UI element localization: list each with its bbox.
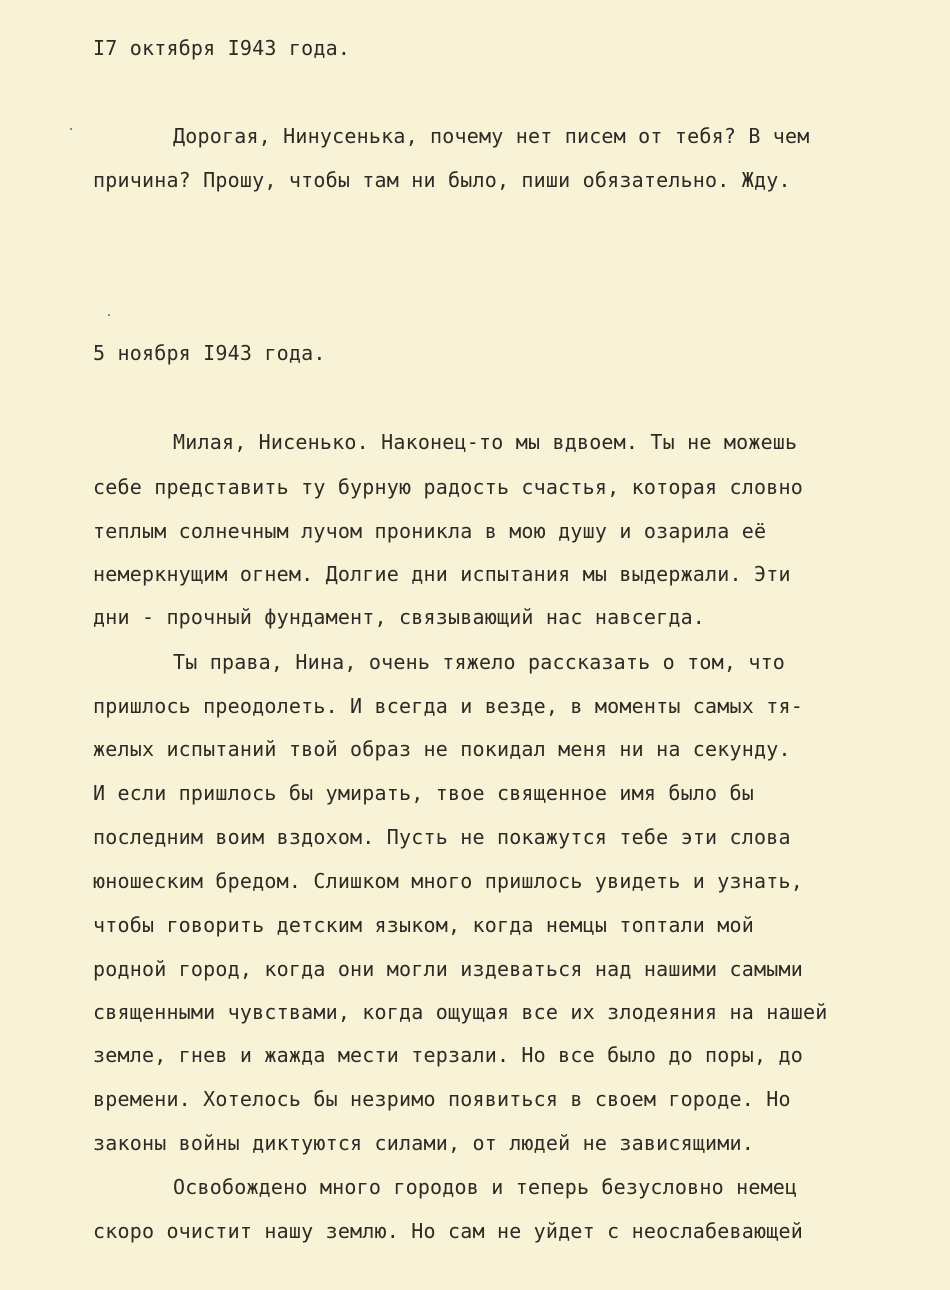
paragraph-line: Ты права, Нина, очень тяжело рассказать о том, что <box>173 650 786 674</box>
paragraph-line: причина? Прошу, чтобы там ни было, пиши обязательно. Жду. <box>93 168 791 192</box>
paper-speck <box>70 128 72 130</box>
paragraph-line: времени. Хотелось бы незримо появиться в своем городе. Но <box>93 1087 791 1111</box>
paragraph-line: земле, гнев и жажда мести терзали. Но все было до поры, до <box>93 1043 803 1067</box>
paragraph-line: дни - прочный фундамент, связывающий нас навсегда. <box>93 605 706 629</box>
paragraph-line: пришлось преодолеть. И всегда и везде, в моменты самых тя- <box>93 694 803 718</box>
paragraph-line: скоро очистит нашу землю. Но сам не уйдет с неослабевающей <box>93 1219 803 1243</box>
paragraph-line: юношеским бредом. Слишком много пришлось увидеть и узнать, <box>93 869 803 893</box>
paragraph-line: чтобы говорить детским языком, когда немцы топтали мой <box>93 913 755 937</box>
paragraph-line: Милая, Нисенько. Наконец-то мы вдвоем. Ты не можешь <box>173 430 798 454</box>
paper-speck <box>108 314 110 316</box>
paragraph-line: священными чувствами, когда ощущая все их злодеяния на нашей <box>93 1000 828 1024</box>
paragraph-line: желых испытаний твой образ не покидал меня ни на секунду. <box>93 737 791 761</box>
paragraph-line: Дорогая, Нинусенька, почему нет писем от тебя? В чем <box>173 124 810 148</box>
paragraph-line: И если пришлось бы умирать, твое священное имя было бы <box>93 781 755 805</box>
paragraph-line: родной город, когда они могли издеваться над нашими самыми <box>93 957 803 981</box>
paragraph-line: теплым солнечным лучом проникла в мою душу и озарила её <box>93 519 767 543</box>
paragraph-line: Освобождено много городов и теперь безусловно немец <box>173 1175 798 1199</box>
letter-date: 5 ноября I943 года. <box>93 341 326 365</box>
letter-date: I7 октября I943 года. <box>93 36 351 60</box>
paragraph-line: последним воим вздохом. Пусть не покажутся тебе эти слова <box>93 825 791 849</box>
paragraph-line: себе представить ту бурную радость счастья, которая словно <box>93 475 803 499</box>
paragraph-line: законы войны диктуются силами, от людей не зависящими. <box>93 1131 755 1155</box>
paragraph-line: немеркнущим огнем. Долгие дни испытания мы выдержали. Эти <box>93 562 791 586</box>
